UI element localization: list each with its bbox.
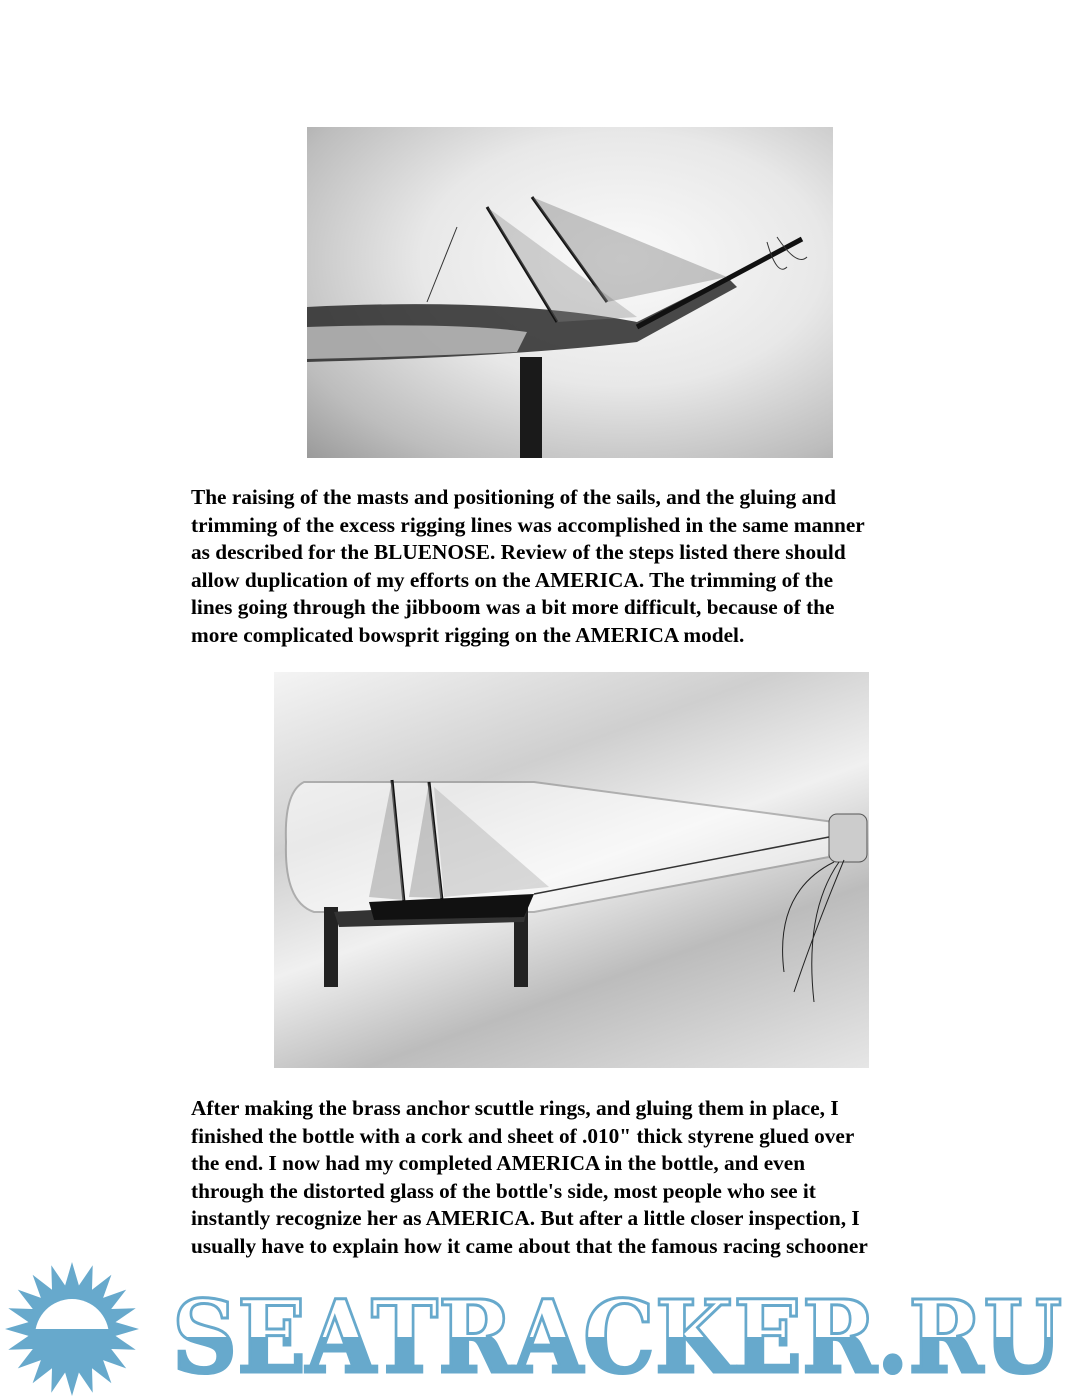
sun-icon [5, 1262, 139, 1396]
text-line: trimming of the excess rigging lines was accomplished in the same manner [191, 512, 865, 537]
text-line: usually have to explain how it came about that the famous racing schooner [191, 1233, 868, 1258]
text-line: allow duplication of my efforts on the AMERICA. The trimming of the [191, 567, 834, 592]
text-line: The raising of the masts and positioning of the sails, and the gluing and [191, 485, 836, 509]
body-paragraph-completion [191, 1095, 971, 1260]
text-line: through the distorted glass of the bottle's side, most people who see it [191, 1178, 816, 1203]
text-line: the end. I now had my completed AMERICA in the bottle, and even [191, 1151, 806, 1175]
seatracker-watermark [0, 1260, 1080, 1397]
text-line: more complicated bowsprit rigging on the AMERICA model. [191, 622, 745, 647]
watermark-text: SEATRACKER.RU [172, 1278, 1062, 1396]
text-line: lines going through the jibboom was a bit more difficult, because of the [191, 595, 835, 619]
text-line: as described for the BLUENOSE. Review of the steps listed there should [191, 540, 846, 564]
photo-ship-in-bottle [274, 672, 869, 1068]
text-line: finished the bottle with a cork and sheet of .010" thick styrene glued over [191, 1123, 855, 1148]
text-line: instantly recognize her as AMERICA. But after a little closer inspection, I [191, 1206, 860, 1230]
text-line: After making the brass anchor scuttle rings, and gluing them in place, I [191, 1096, 839, 1120]
body-paragraph-rigging [191, 484, 971, 649]
photo-model-rigging-closeup [307, 127, 833, 458]
